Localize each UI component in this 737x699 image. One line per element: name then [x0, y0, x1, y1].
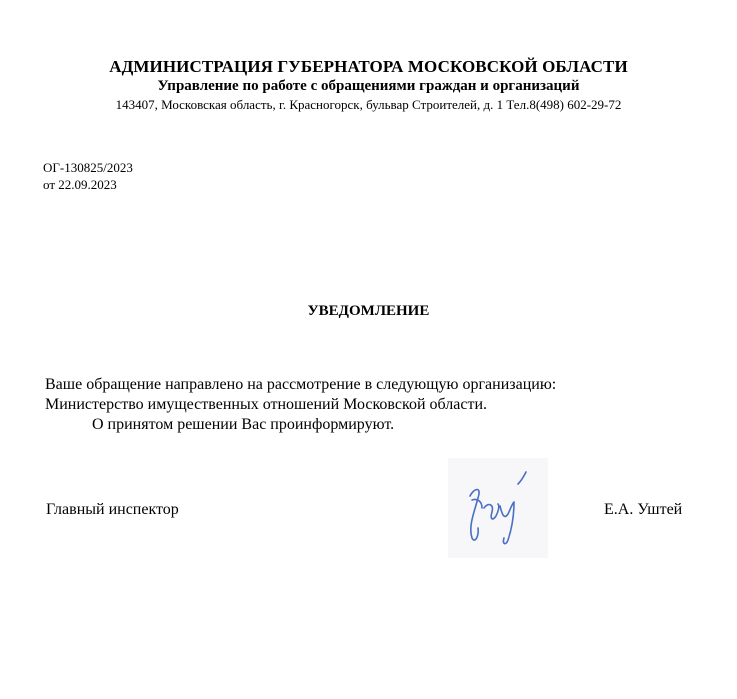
registration-block	[43, 159, 133, 193]
notice-body	[45, 375, 705, 435]
notice-line-2: Министерство имущественных отношений Московской области.	[45, 396, 487, 413]
registration-number: ОГ-130825/2023	[43, 160, 133, 175]
notice-line-3: О принятом решении Вас проинформируют.	[92, 416, 395, 433]
registration-date: от 22.09.2023	[43, 177, 117, 192]
handwritten-signature	[448, 458, 548, 558]
organization-title: АДМИНИСТРАЦИЯ ГУБЕРНАТОРА МОСКОВСКОЙ ОБЛАСТИ	[109, 57, 628, 76]
department-title: Управление по работе с обращениями граждан и организаций	[157, 78, 580, 94]
notice-line-1: Ваше обращение направлено на рассмотрение в следующую организацию:	[45, 376, 557, 393]
notice-title: УВЕДОМЛЕНИЕ	[307, 303, 430, 319]
signatory-name: Е.А. Уштей	[604, 501, 683, 518]
organization-address: 143407, Московская область, г. Красногорск, бульвар Строителей, д. 1 Тел.8(498) 602-29-72	[115, 97, 622, 112]
signatory-position: Главный инспектор	[46, 501, 179, 518]
letterhead	[0, 57, 737, 113]
